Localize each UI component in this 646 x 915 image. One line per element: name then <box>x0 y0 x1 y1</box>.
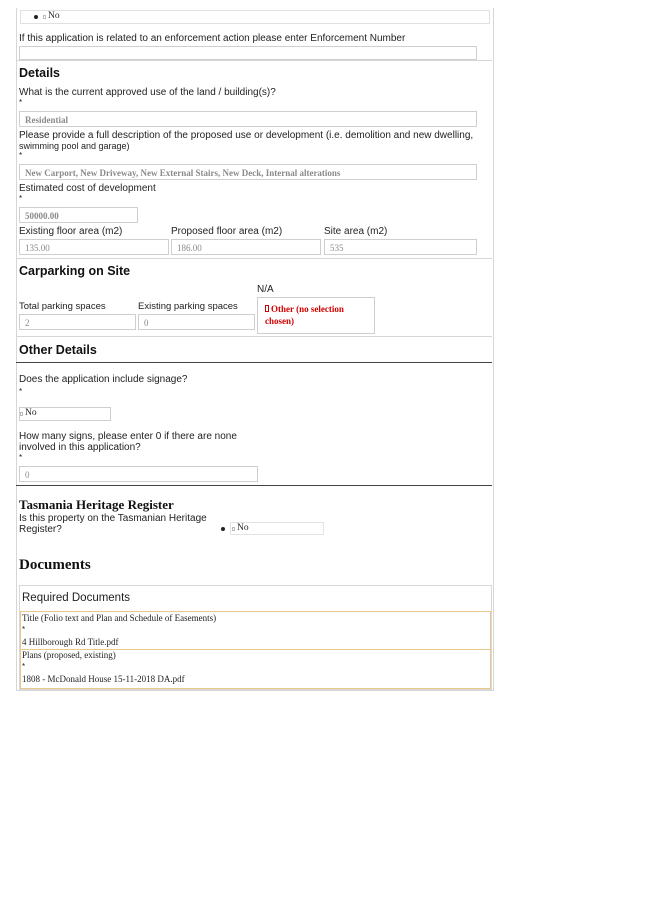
signs-question-line1: How many signs, please enter 0 if there are none <box>19 431 237 442</box>
required-marker: * <box>19 453 23 462</box>
document-file-link[interactable]: 4 Hillborough Rd Title.pdf <box>22 637 119 647</box>
signs-question-line2: involved in this application? <box>19 442 141 453</box>
divider <box>16 336 492 337</box>
heritage-question-line2: Register? <box>19 524 62 535</box>
divider <box>16 258 492 259</box>
signage-question: Does the application include signage? <box>19 374 188 385</box>
heritage-question-line1: Is this property on the Tasmanian Heritage <box>19 513 207 524</box>
required-documents-heading: Required Documents <box>22 592 131 604</box>
heritage-heading: Tasmania Heritage Register <box>19 497 174 512</box>
signs-count-input[interactable]: 0 <box>19 466 258 482</box>
existing-floor-input[interactable]: 135.00 <box>19 239 169 255</box>
required-marker: * <box>22 662 26 671</box>
checkbox-icon[interactable] <box>265 305 269 312</box>
radio-icon[interactable] <box>43 15 46 19</box>
divider <box>16 60 492 61</box>
top-select-box[interactable] <box>20 10 490 24</box>
description-question-line2: swimming pool and garage) <box>19 141 130 151</box>
radio-icon[interactable] <box>20 412 23 416</box>
required-marker: * <box>19 387 23 396</box>
details-heading: Details <box>19 66 60 80</box>
top-bullet-value: No <box>48 11 60 21</box>
cost-input[interactable]: 50000.00 <box>19 207 138 223</box>
documents-heading: Documents <box>19 557 91 573</box>
other-details-heading: Other Details <box>19 343 97 357</box>
other-line1: Other (no selection <box>271 304 344 314</box>
document-file-link[interactable]: 1808 - McDonald House 15-11-2018 DA.pdf <box>22 674 185 684</box>
signage-value: No <box>25 408 37 418</box>
existing-parking-label: Existing parking spaces <box>138 301 238 312</box>
total-parking-input[interactable]: 2 <box>19 314 136 330</box>
enforcement-question: If this application is related to an enforcement action please enter Enforcement Number <box>19 33 406 44</box>
site-area-label: Site area (m2) <box>324 226 388 237</box>
proposed-floor-input[interactable]: 186.00 <box>171 239 321 255</box>
section-rule <box>16 362 492 363</box>
heritage-value: No <box>237 523 249 533</box>
na-label: N/A <box>257 284 274 295</box>
bullet-icon <box>34 15 38 19</box>
document-type: Title (Folio text and Plan and Schedule of Easements) <box>22 613 217 623</box>
other-line2: chosen) <box>265 316 294 326</box>
required-marker: * <box>19 194 23 203</box>
description-question-line1: Please provide a full description of the proposed use or development (i.e. demolition and new dwelling, <box>19 130 474 141</box>
document-type: Plans (proposed, existing) <box>22 650 116 660</box>
enforcement-number-input[interactable] <box>19 46 477 60</box>
current-use-input[interactable]: Residential <box>19 111 477 127</box>
current-use-question: What is the current approved use of the land / building(s)? <box>19 87 276 98</box>
cost-question: Estimated cost of development <box>19 183 156 194</box>
existing-parking-input[interactable]: 0 <box>138 314 255 330</box>
required-marker: * <box>19 98 23 107</box>
carparking-heading: Carparking on Site <box>19 264 131 278</box>
section-rule <box>16 485 492 486</box>
proposed-floor-label: Proposed floor area (m2) <box>171 226 283 237</box>
existing-floor-label: Existing floor area (m2) <box>19 226 123 237</box>
site-area-input[interactable]: 535 <box>324 239 477 255</box>
description-input[interactable]: New Carport, New Driveway, New External Stairs, New Deck, Internal alterations <box>19 164 477 180</box>
required-marker: * <box>22 625 26 634</box>
total-parking-label: Total parking spaces <box>19 301 106 312</box>
radio-icon[interactable] <box>232 527 235 531</box>
bullet-icon <box>221 527 225 531</box>
required-marker: * <box>19 151 23 160</box>
